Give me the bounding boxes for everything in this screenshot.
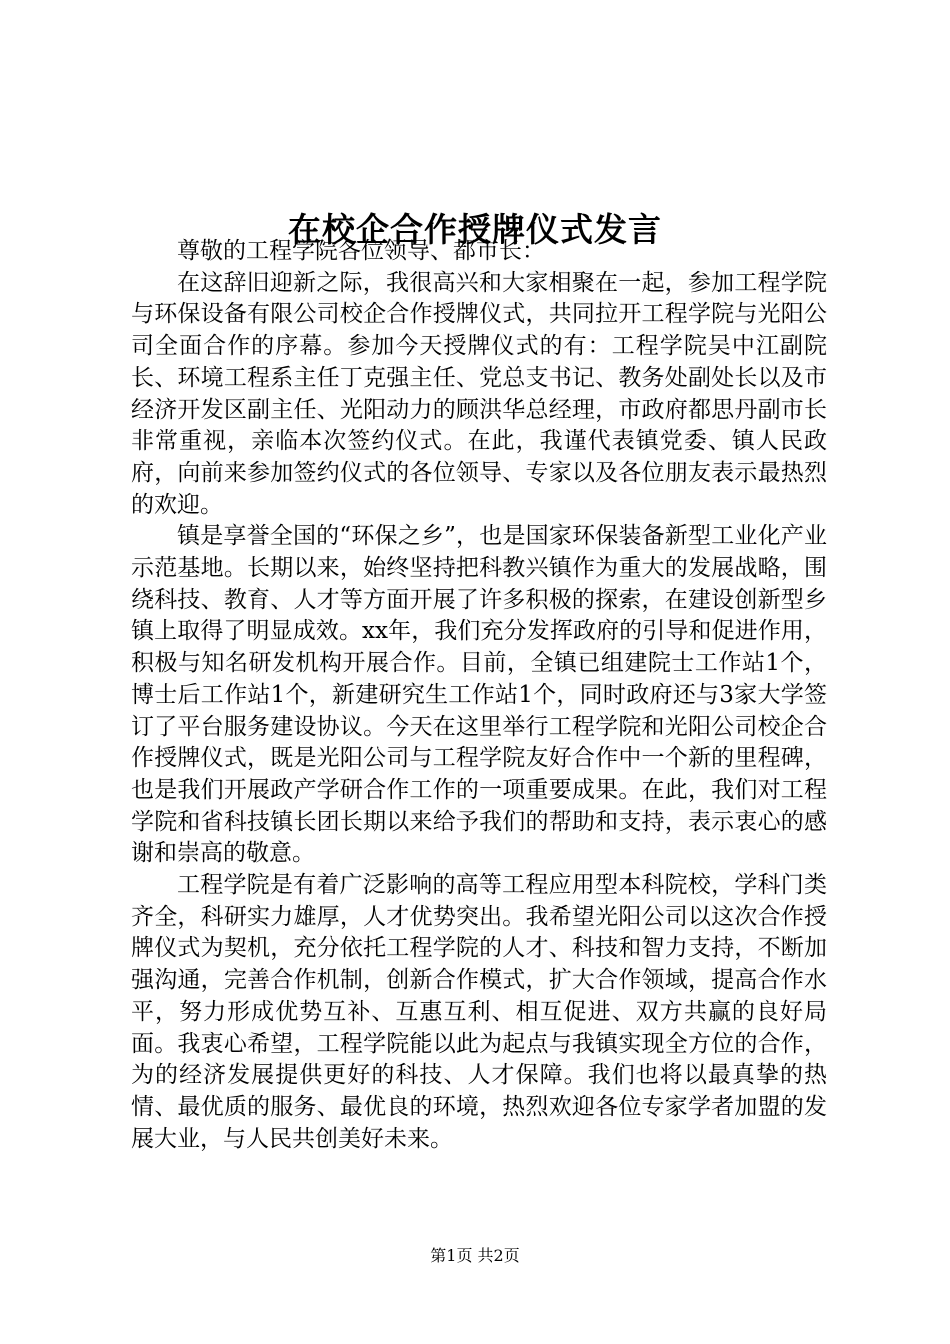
body-paragraph: 镇是享誉全国的“环保之乡”，也是国家环保装备新型工业化产业示范基地。长期以来，始终坚持把科教兴镇作为重大的发展战略，围绕科技、教育、人才等方面开展了许多积极的探索，在建设创新型乡镇上取得了明显成效。xx年，我们充分发挥政府的引导和促进作用，积极与知名研发机构开展合作。目前，全镇已组建院士工作站1个，博士后工作站1个，新建研究生工作站1个，同时政府还与3家大学签订了平台服务建设协议。今天在这里举行工程学院和光阳公司校企合作授牌仪式，既是光阳公司与工程学院友好合作中一个新的里程碑，也是我们开展政产学研合作工作的一项重要成果。在此，我们对工程学院和省科技镇长团长期以来给予我们的帮助和支持，表示衷心的感谢和崇高的敬意。 xyxy=(131,523,827,867)
body-paragraph: 在这辞旧迎新之际，我很高兴和大家相聚在一起，参加工程学院与环保设备有限公司校企合作授牌仪式，共同拉开工程学院与光阳公司全面合作的序幕。参加今天授牌仪式的有：工程学院吴中江副院长、环境工程系主任丁克强主任、党总支书记、教务处副处长以及市经济开发区副主任、光阳动力的顾洪华总经理，市政府都思丹副市长非常重视，亲临本次签约仪式。在此，我谨代表镇党委、镇人民政府，向前来参加签约仪式的各位领导、专家以及各位朋友表示最热烈的欢迎。 xyxy=(131,269,827,518)
page-number-footer: 第1页 共2页 xyxy=(430,1246,520,1265)
document-title: 在校企合作授牌仪式发言 xyxy=(288,210,662,250)
salutation-paragraph: 尊敬的工程学院各位领导、都市长： xyxy=(177,238,545,264)
body-paragraph: 工程学院是有着广泛影响的高等工程应用型本科院校，学科门类齐全，科研实力雄厚，人才优势突出。我希望光阳公司以这次合作授牌仪式为契机，充分依托工程学院的人才、科技和智力支持，不断加强沟通，完善合作机制，创新合作模式，扩大合作领域，提高合作水平，努力形成优势互补、互惠互利、相互促进、双方共赢的良好局面。我衷心希望，工程学院能以此为起点与我镇实现全方位的合作，为的经济发展提供更好的科技、人才保障。我们也将以最真挚的热情、最优质的服务、最优良的环境，热烈欢迎各位专家学者加盟的发展大业，与人民共创美好未来。 xyxy=(131,872,827,1152)
document-body xyxy=(131,236,827,1155)
